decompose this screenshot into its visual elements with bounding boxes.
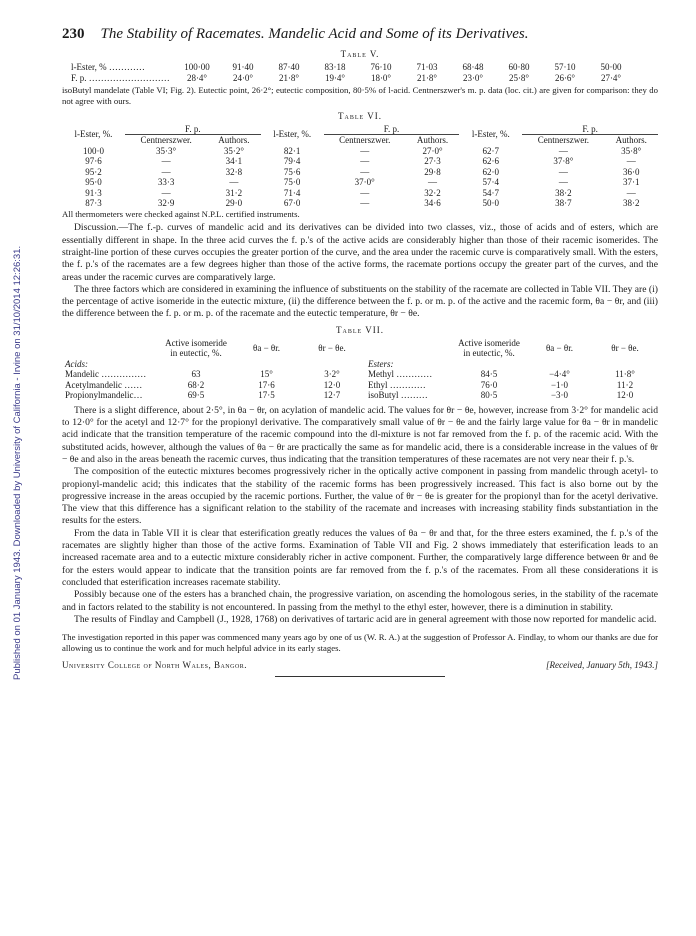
column-header: Authors. [416,135,449,146]
table-cell: 37·1 [622,177,640,188]
table5 [68,62,634,83]
table-cell: 79·4 [283,156,301,167]
table-cell: 38·7 [555,198,572,209]
table6-body [62,146,658,209]
column-header: Centnerszwer. [537,135,589,146]
table-cell: 80·5 [480,390,498,401]
table-cell: 18·0° [370,72,392,83]
table-cell: 23·0° [462,72,484,83]
table5-caption: Table V. [340,49,380,59]
institution: University College of North Wales, Bangor. [62,659,248,670]
table-cell: 57·4 [482,177,500,188]
table-cell: — [558,145,568,156]
table-cell: 29·0 [225,198,243,209]
table-row [62,146,658,157]
table-cell: — [428,177,438,188]
table-row [62,380,658,391]
table-cell: — [360,187,370,198]
table-cell: 12·0 [616,390,634,401]
table-cell: 68·48 [462,62,484,72]
paragraph: There is a slight difference, about 2·5°, in θa − θr, on acylation of mandelic acid. The values for θr − θe, however, increase from 3·2° for mandelic acid to 12·0° for the acetyl and 12·7° for the propionyl derivative. The comparatively small value of θr − θe and the fairly large value for θa − θr in mandelic acid indicate that the transition temperature of the racemic compound into the dl-mixture is not far removed from the f. p. of the racemic acid. With the substituted acids, however, although the values of θa − θr are practically the same as for mandelic acid, there is a considerable increase in the values of θr − θe and also in the areas beneath the racemic curves, thus indicating that the transition temperatures of these racemates are not very near their f. p.'s. [62,404,658,465]
table-cell: 62·6 [482,156,500,167]
column-header: Active isomeride in eutectic, %. [165,337,227,359]
table-cell: 21·8° [278,72,300,83]
table-cell: — [360,166,370,177]
table-cell: 27·4° [600,72,622,83]
paragraph: The composition of the eutectic mixtures becomes progressively richer in the optically active component in passing from mandelic through acetyl- to propionyl-mandelic acid; this indicates that the stability of the racemic forms has been progressively increased. This fact is also borne out by the progressive increase in the areas occupied by the racemic portions. Further, the value of θr − θe is greater for the propionyl than for the acetyl derivative. The view that this difference has a significant relation to the stability of the racemate and increases with increasing stability finds substantiation in the results for the esters. [62,466,658,527]
download-watermark-text: Published on 01 January 1943. Downloaded by University of California - Irvine on 31/10/2014 12:26:31. [12,245,23,680]
table-row [62,390,658,401]
table-cell: — [360,156,370,167]
acknowledgement: The investigation reported in this paper was commenced many years ago by one of us (W. R. A.) at the suggestion of Professor A. Findlay, to whom our thanks are due for allowing us to continue the work and for much helpful advice in its early stages. [62,632,658,653]
table-cell: 68·2 [187,379,205,390]
table-cell: 35·8° [621,145,642,156]
table-cell: 69·5 [187,390,205,401]
table-cell: Mandelic …………… [65,369,147,380]
table6-footnote: All thermometers were checked against N.P.L. certified instruments. [62,208,300,219]
page-header [62,26,658,43]
paragraph: From the data in Table VII it is clear that esterification greatly reduces the values of θa − θr and that, for the three esters examined, the f. p.'s of the racemates are slightly higher than those of the active forms. Examination of Table VII and Fig. 2 shows immediately that esterification leads to an increased racemate area and to a eutectic mixture considerably richer in active component. Further, the comparatively large difference between θr and θe for the esters would appear to indicate that the transition points are far removed from the f. p.'s of the racemates. From all these considerations it is concluded that esterification increases racemate stability. [62,527,658,588]
table-row [62,188,658,199]
table-cell: Acetylmandelic …… [65,379,143,390]
table-cell: 27·0° [422,145,443,156]
running-title: The Stability of Racemates. Mandelic Acid and Some of its Derivatives. [100,26,529,42]
table-cell: isoButyl ……… [367,390,428,401]
table-cell: l-Ester, % ………… [71,62,145,72]
received-date: [Received, January 5th, 1943.] [546,659,658,670]
table-cell: — [161,166,171,177]
table-cell: 91·40 [232,62,254,72]
column-header: Authors. [615,135,647,146]
table-cell: — [161,156,171,167]
table-cell: 12·7 [323,390,341,401]
column-header [365,338,451,359]
page-footer [62,660,658,670]
table-header-row [62,135,658,146]
table-cell: 32·9 [157,198,175,209]
column-header: F. p. [522,124,658,135]
body-section [62,405,658,626]
end-rule [275,676,445,677]
table-cell: 27·3 [424,156,441,167]
table-cell: — [626,187,636,198]
table-cell: 100·0 [83,145,104,156]
table-header-row [62,124,658,135]
table-cell: Ethyl ………… [367,379,426,390]
paragraph: The three factors which are considered in examining the influence of substituents on the stability of the racemate are collected in Table VII. They are (i) the percentage of active isomeride in the eutectic mixture, (ii) the difference between the f. p. or m. p. of the active and the racemic form, θa − θr, and (iii) the difference between the f. p. or m. p. of the racemate and the eutectic temperature, θr − θe. [62,283,658,320]
column-header [62,338,158,359]
table5-note: isoButyl mandelate (Table VI; Fig. 2). Eutectic point, 26·2°; eutectic composition, 80·5% of l-acid. Centnerszwer's m. p. data (loc. cit.) are given for comparison: they do not agree with ours. [62,85,658,106]
table-row [68,73,634,84]
table-cell: 76·0 [480,379,498,390]
table-cell: 35·2° [223,145,244,156]
table-cell: 15° [260,369,273,380]
page-number: 230 [62,26,85,42]
table-row [68,62,634,73]
row-group-label: Acids: [65,358,88,369]
table-cell: 82·1 [283,145,301,156]
table-cell: 36·0 [622,166,640,177]
column-header: l-Ester, %. [471,129,510,140]
table-row [62,156,658,167]
table-cell: — [229,177,239,188]
table-cell: — [558,177,568,188]
table-cell: −4·4° [549,369,570,380]
table-cell: 12·0 [323,379,341,390]
table-cell: 29·8 [424,166,441,177]
table-cell: 33·3 [157,177,175,188]
table-cell: 34·1 [225,156,243,167]
table-cell: 3·2° [324,369,340,380]
table-cell: F. p. ……………………… [71,72,170,83]
column-header: θr − θe. [318,343,346,354]
table-cell: 84·5 [480,369,498,380]
table-cell: Methyl ………… [367,369,433,380]
table-cell: 91·3 [85,187,102,198]
table7-body [62,369,658,401]
table-row [62,177,658,188]
table-cell: 11·8° [615,369,635,380]
column-header: l-Ester, %. [273,129,312,140]
table-cell: 24·0° [232,72,254,83]
table-cell: 87·40 [278,62,300,72]
column-header: θr − θe. [611,343,639,354]
table-cell: 71·4 [283,187,301,198]
table-cell: 50·0 [482,198,500,209]
table-cell: 95·0 [85,177,102,188]
table-row [62,167,658,178]
column-header: θa − θr. [546,343,573,354]
table-cell: 75·0 [283,177,301,188]
table-row [62,369,658,380]
table-cell: 35·3° [156,145,177,156]
table-cell: — [360,198,370,209]
table-cell: 71·03 [416,62,438,72]
table6 [62,124,658,209]
table7 [62,338,658,401]
table-cell: 67·0 [283,198,301,209]
table-cell: 50·00 [600,62,622,72]
table-cell: 17·5 [258,390,275,401]
column-header: F. p. [125,124,261,135]
table-cell: 57·10 [554,62,576,72]
table-cell: 60·80 [508,62,530,72]
table-cell: 21·8° [416,72,438,83]
download-watermark [2,120,23,680]
table6-caption: Table VI. [338,110,382,121]
table-cell: 97·6 [85,156,102,167]
table-cell: 26·6° [554,72,576,83]
table-cell: 28·4° [186,72,208,83]
table-cell: 100·00 [184,62,210,72]
column-header: F. p. [324,124,460,135]
table-cell: 17·6 [258,379,275,390]
column-header: Authors. [218,135,250,146]
table-cell: −1·0 [550,379,569,390]
column-header: θa − θr. [253,343,280,354]
column-header: Centnerszwer. [339,135,391,146]
table-cell: 76·10 [370,62,392,72]
row-group-label: Esters: [367,358,394,369]
table-cell: 62·0 [482,166,500,177]
table-cell: −3·0 [550,390,569,401]
paragraph: The results of Findlay and Campbell (J., 1928, 1768) on derivatives of tartaric acid are in general agreement with those now reported for mandelic acid. [74,613,657,625]
table-cell: 95·2 [85,166,102,177]
table-cell: 34·6 [424,198,441,209]
table-cell: 31·2 [225,187,243,198]
table-cell: 62·7 [482,145,500,156]
paragraph: Discussion.—The f.-p. curves of mandelic acid and its derivatives can be divided into two classes, viz., those of acids and of esters, which are essentially different in shape. In the three acid curves the f. p.'s of the active acids are considerably higher than those of their racemic isomerides. The straight-line portion of these curves occupies the greater portion of the curve, and the area under the racemic curve is comparatively small. With the esters, the f. p.'s of the racemates are a few degrees higher than those of the active forms, the racemate portions occupy the greater part of the curves, and the areas under the racemic curves are comparatively large. [62,222,658,283]
table-row [62,359,658,370]
table-cell: 63 [191,369,201,380]
table-cell: 87·3 [85,198,102,209]
table-header-row [62,338,658,359]
table-cell: — [360,145,370,156]
column-header: Centnerszwer. [140,135,192,146]
discussion-section [62,222,658,320]
column-header: Active isomeride in eutectic, %. [458,337,520,359]
table-cell: 37·0° [354,177,375,188]
table-cell: 38·2 [622,198,640,209]
table-cell: 37·8° [553,156,574,167]
table-cell: 83·18 [324,62,346,72]
table-cell: — [161,187,171,198]
table-cell: 75·6 [283,166,301,177]
table-cell: 11·2 [616,379,634,390]
column-header: l-Ester, %. [74,129,113,140]
table-cell: — [626,156,636,167]
table-cell: 25·8° [508,72,530,83]
table-cell: 19·4° [324,72,346,83]
table-cell: 32·2 [424,187,441,198]
table-cell: 32·8 [225,166,243,177]
table-row [62,198,658,209]
table-cell: 54·7 [482,187,500,198]
paragraph: Possibly because one of the esters has a branched chain, the progressive variation, on ascending the homologous series, in the stability of the racemate and in factors related to the stability is not encountered. In passing from the methyl to the ethyl ester, however, there is a diminution in stability. [62,589,658,613]
table-cell: — [558,166,568,177]
table7-caption: Table VII. [336,324,384,335]
table-cell: 38·2 [555,187,572,198]
table-cell: Propionylmandelic… [65,390,143,401]
page [62,26,658,677]
